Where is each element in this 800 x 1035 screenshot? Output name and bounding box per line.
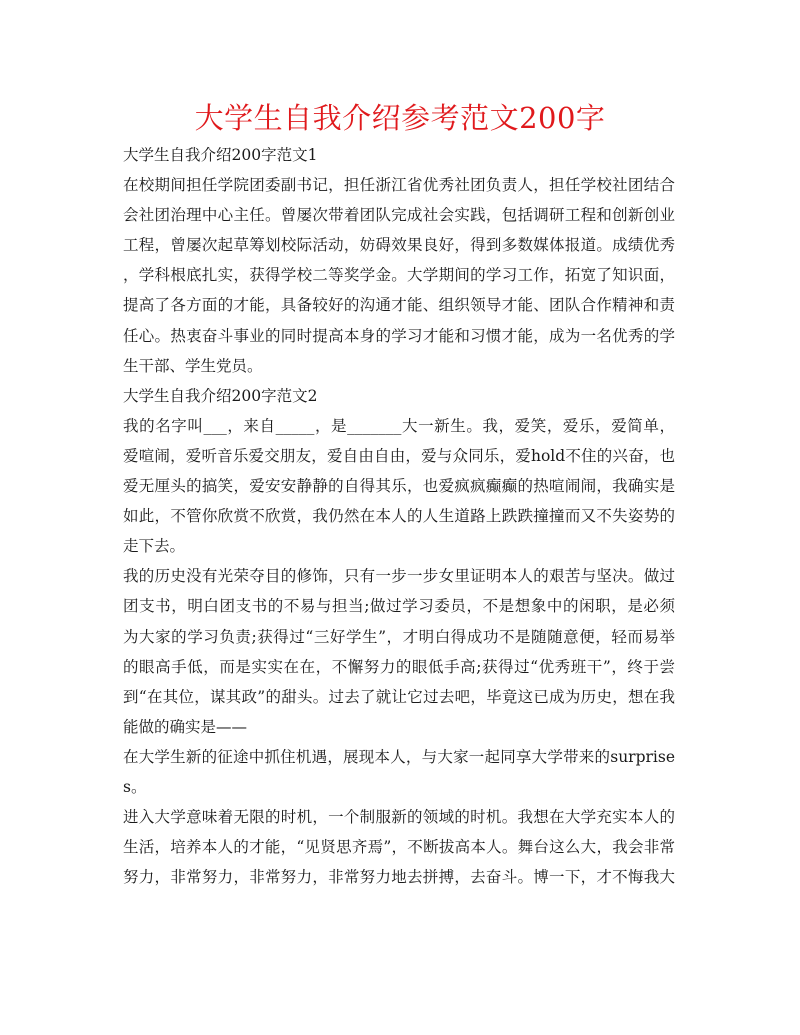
document-body <box>123 140 675 892</box>
paragraph-line: 能做的确实是—— <box>123 717 248 736</box>
paragraph-line: 进入大学意味着无限的时机，一个制服新的领域的时机。我想在大学充实本人的 <box>123 808 675 827</box>
section-heading: 大学生自我介绍200字范文2 <box>123 386 318 405</box>
paragraph-line: 为大家的学习负责;获得过“三好学生”，才明白得成功不是随随意便，轻而易举 <box>123 627 675 646</box>
paragraph-line: 在大学生新的征途中抓住机遇，展现本人，与大家一起同享大学带来的surprise <box>123 747 675 766</box>
paragraph-line: 走下去。 <box>123 537 186 556</box>
paragraph-line: 我的历史没有光荣夺目的修饰，只有一步一步女里证明本人的艰苦与坚决。做过 <box>123 567 675 586</box>
paragraph-line: 在校期间担任学院团委副书记，担任浙江省优秀社团负责人，担任学校社团结合 <box>123 176 675 195</box>
paragraph-line: 爱喧闹，爱听音乐爱交朋友，爱自由自由，爱与众同乐，爱hold不住的兴奋，也 <box>123 446 675 465</box>
paragraph-line: 提高了各方面的才能，具备较好的沟通才能、组织领导才能、团队合作精神和责 <box>123 296 675 315</box>
paragraph-line: 爱无厘头的搞笑，爱安安静静的自得其乐，也爱疯疯癫癫的热喧闹闹，我确实是 <box>123 477 675 496</box>
paragraph-line: 任心。热衷奋斗事业的同时提高本身的学习才能和习惯才能，成为一名优秀的学 <box>123 326 675 345</box>
paragraph-line: 我的名字叫___，来自_____，是_______大一新生。我，爱笑，爱乐，爱简单， <box>123 416 675 435</box>
paragraph-line: 团支书，明白团支书的不易与担当;做过学习委员，不是想象中的闲职，是必须 <box>123 597 675 616</box>
paragraph-line: 生干部、学生党员。 <box>123 356 263 375</box>
paragraph-line: ，学科根底扎实，获得学校二等奖学金。大学期间的学习工作，拓宽了知识面， <box>123 266 675 285</box>
paragraph-line: 努力，非常努力，非常努力，非常努力地去拼搏，去奋斗。博一下，才不悔我大 <box>123 868 675 887</box>
paragraph-line: 到“在其位，谋其政”的甜头。过去了就让它过去吧，毕竟这已成为历史，想在我 <box>123 687 675 706</box>
paragraph-line: 工程，曾屡次起草筹划校际活动，妨碍效果良好，得到多数媒体报道。成绩优秀 <box>123 236 675 255</box>
paragraph-line: 的眼高手低，而是实实在在，不懈努力的眼低手高;获得过“优秀班干”，终于尝 <box>123 657 675 676</box>
document-title: 大学生自我介绍参考范文200字 <box>194 101 606 135</box>
section-heading: 大学生自我介绍200字范文1 <box>123 146 318 164</box>
paragraph-line: 会社团治理中心主任。曾屡次带着团队完成社会实践，包括调研工程和创新创业 <box>123 206 675 225</box>
paragraph-line: 如此，不管你欣赏不欣赏，我仍然在本人的人生道路上跌跌撞撞而又不失姿势的 <box>123 507 675 526</box>
paragraph-line: s。 <box>123 777 147 796</box>
paragraph-line: 生活，培养本人的才能，“见贤思齐焉”，不断拔高本人。舞台这么大，我会非常 <box>123 838 675 857</box>
